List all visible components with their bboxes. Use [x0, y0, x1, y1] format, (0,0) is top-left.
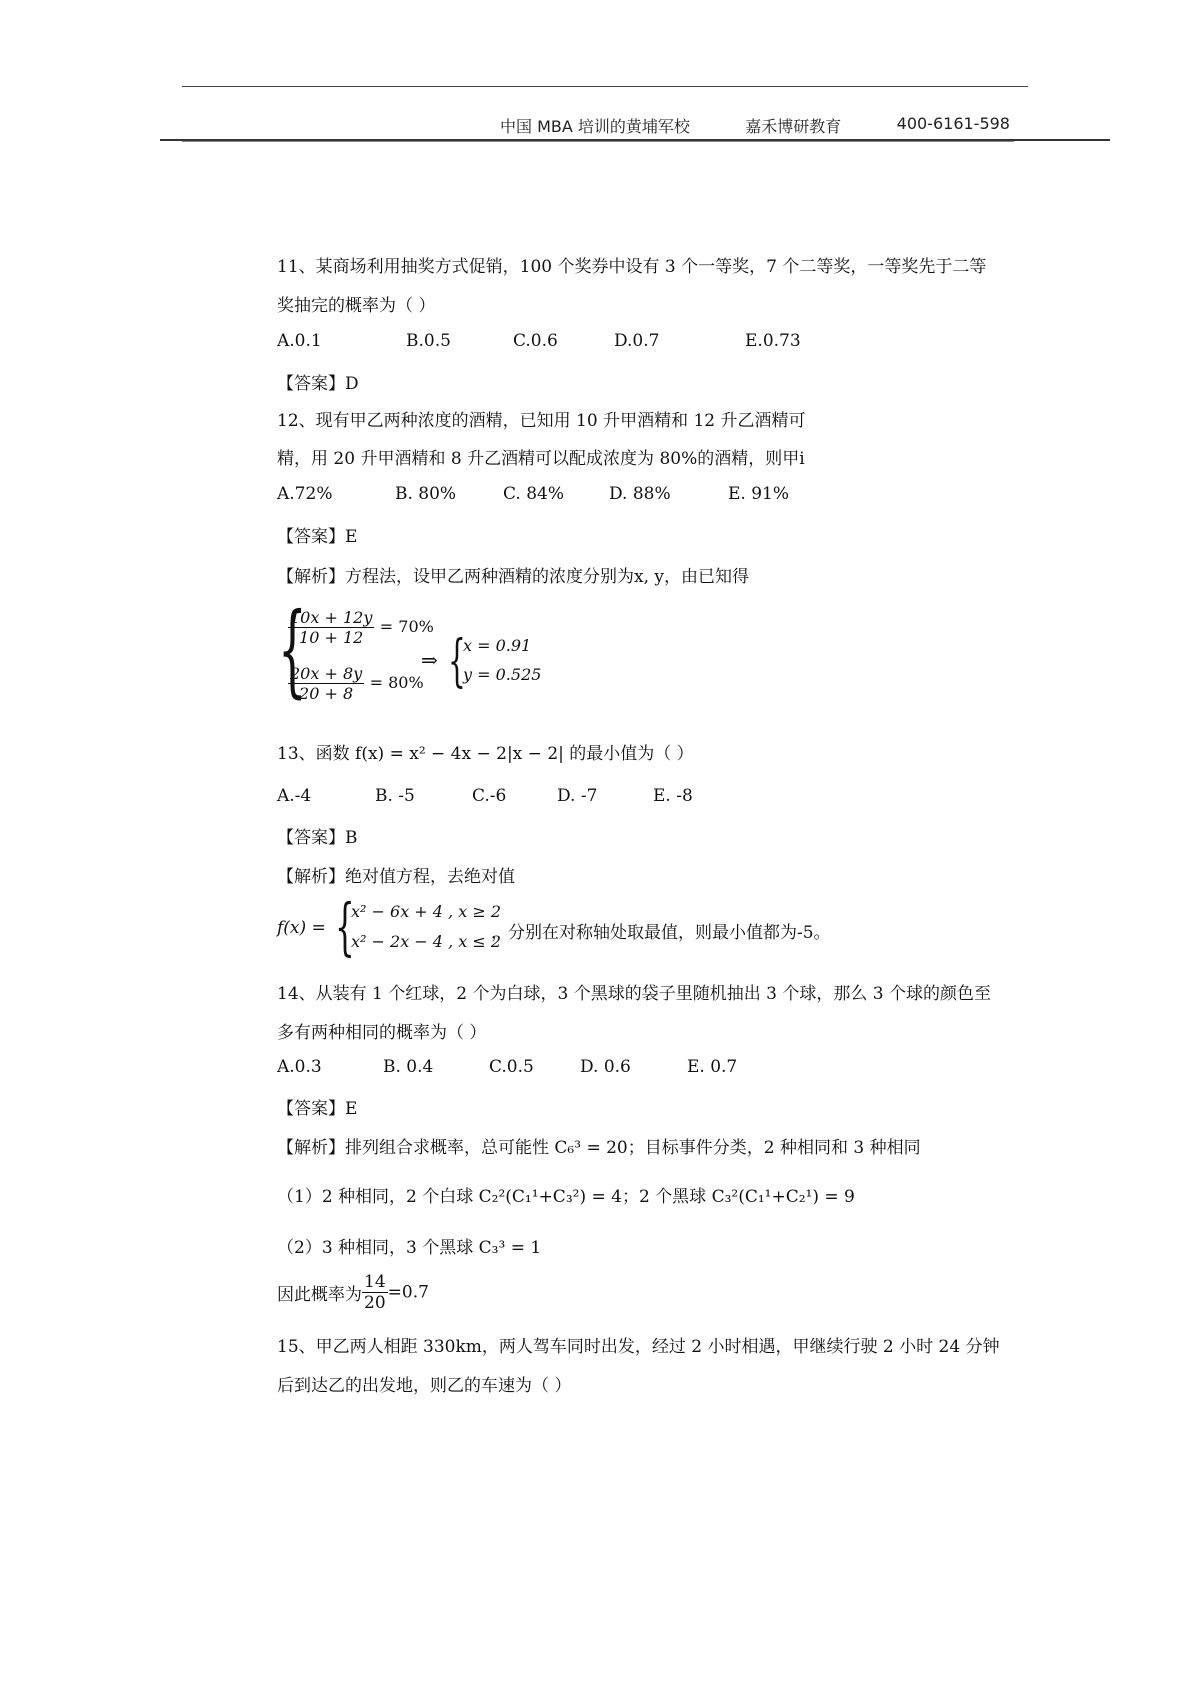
q15-stem-line1: 15、甲乙两人相距 330km，两人驾车同时出发，经过 2 小时相遇，甲继续行驶 2 小时 24 分钟	[277, 1337, 1000, 1357]
q12-option-d: D. 88%	[609, 484, 671, 504]
q12-answer: 【答案】E	[277, 527, 358, 547]
implies-arrow: ⇒	[421, 648, 438, 672]
q14-option-e: E. 0.7	[687, 1057, 738, 1077]
q12-eq1-numerator: 10x + 12y	[290, 608, 373, 627]
q14-analysis: 【解析】排列组合求概率，总可能性 C₆³ = 20；目标事件分类，2 种相同和 3 种相同	[277, 1138, 921, 1158]
q14-result	[277, 1272, 429, 1313]
q12-option-b: B. 80%	[395, 484, 457, 504]
piecewise-brace: {	[335, 890, 355, 963]
q12-solution-y: y = 0.525	[463, 665, 542, 684]
q14-stem-line1: 14、从装有 1 个红球，2 个为白球，3 个黑球的袋子里随机抽出 3 个球，那么 3 个球的颜色至	[277, 984, 991, 1004]
q14-case1: （1）2 种相同，2 个白球 C₂²(C₁¹+C₃²) = 4；2 个黑球 C₃²(C₁¹+C₂¹) = 9	[277, 1187, 855, 1207]
q11-option-e: E.0.73	[745, 331, 801, 351]
q13-answer: 【答案】B	[277, 828, 358, 848]
header-school-slogan: 中国 MBA 培训的黄埔军校	[500, 117, 690, 136]
q14-option-c: C.0.5	[489, 1057, 534, 1077]
q11-stem-line1: 11、某商场利用抽奖方式促销，100 个奖券中设有 3 个一等奖，7 个二等奖，一等奖先于二等	[277, 257, 987, 277]
q12-eq2-numerator: 20x + 8y	[290, 664, 363, 683]
q11-answer: 【答案】D	[277, 374, 359, 394]
q14-result-prefix: 因此概率为	[277, 1285, 362, 1305]
q13-option-e: E. -8	[653, 786, 693, 806]
q14-option-d: D. 0.6	[580, 1057, 631, 1077]
q12-analysis: 【解析】方程法，设甲乙两种酒精的浓度分别为x, y，由已知得	[277, 567, 749, 587]
q14-result-numerator: 14	[364, 1272, 386, 1292]
q13-case1: x² − 6x + 4 , x ≥ 2	[351, 902, 502, 921]
q12-stem-line1: 12、现有甲乙两种浓度的酒精，已知用 10 升甲酒精和 12 升乙酒精可	[277, 411, 806, 431]
q13-piecewise	[277, 890, 877, 963]
q14-result-denominator: 20	[364, 1293, 386, 1313]
header-phone: 400-6161-598	[896, 114, 1010, 133]
q13-stem: 13、函数 f(x) = x² − 4x − 2|x − 2| 的最小值为（ ）	[277, 744, 694, 764]
header-top-rule	[182, 86, 1028, 87]
q13-option-c: C.-6	[472, 786, 507, 806]
q12-option-c: C. 84%	[503, 484, 564, 504]
q12-option-e: E. 91%	[728, 484, 790, 504]
q13-f-lhs: f(x) =	[277, 918, 326, 938]
q14-option-b: B. 0.4	[383, 1057, 434, 1077]
q14-result-value: =0.7	[387, 1282, 429, 1303]
q11-option-a: A.0.1	[277, 331, 322, 351]
q13-case2: x² − 2x − 4 , x ≤ 2	[351, 932, 502, 951]
q12-option-a: A.72%	[277, 484, 333, 504]
q12-eq2-rhs: = 80%	[369, 673, 424, 692]
right-brace: {	[448, 629, 466, 694]
q14-answer: 【答案】E	[277, 1099, 358, 1119]
q13-analysis: 【解析】绝对值方程，去绝对值	[277, 867, 515, 887]
left-brace: {	[278, 591, 307, 708]
q12-eq1	[288, 608, 434, 647]
header-underline	[182, 141, 1014, 142]
q15-stem-line2: 后到达乙的出发地，则乙的车速为（ ）	[277, 1376, 572, 1396]
q14-stem-line2: 多有两种相同的概率为（ ）	[277, 1023, 487, 1043]
q13-note: ，分别在对称轴处取最值，则最小值都为-5。	[491, 923, 831, 943]
q12-eq2	[288, 664, 424, 703]
q13-option-b: B. -5	[375, 786, 415, 806]
q12-eq1-rhs: = 70%	[379, 617, 434, 636]
q12-eq2-denominator: 20 + 8	[299, 684, 354, 703]
q12-equation-system	[278, 591, 558, 716]
q13-option-d: D. -7	[557, 786, 598, 806]
q12-eq1-denominator: 10 + 12	[299, 628, 364, 647]
q11-option-b: B.0.5	[406, 331, 451, 351]
q14-option-a: A.0.3	[277, 1057, 322, 1077]
q12-stem-line2: 精，用 20 升甲酒精和 8 升乙酒精可以配成浓度为 80%的酒精，则甲i	[277, 449, 805, 469]
q11-option-c: C.0.6	[513, 331, 558, 351]
q13-option-a: A.-4	[277, 786, 312, 806]
q14-case2: （2）3 种相同，3 个黑球 C₃³ = 1	[277, 1238, 542, 1258]
page-header	[500, 114, 1010, 137]
header-brand: 嘉禾博研教育	[745, 117, 842, 136]
q12-solution-x: x = 0.91	[463, 636, 532, 655]
q11-stem-line2: 奖抽完的概率为（ ）	[277, 296, 436, 316]
q11-option-d: D.0.7	[614, 331, 660, 351]
